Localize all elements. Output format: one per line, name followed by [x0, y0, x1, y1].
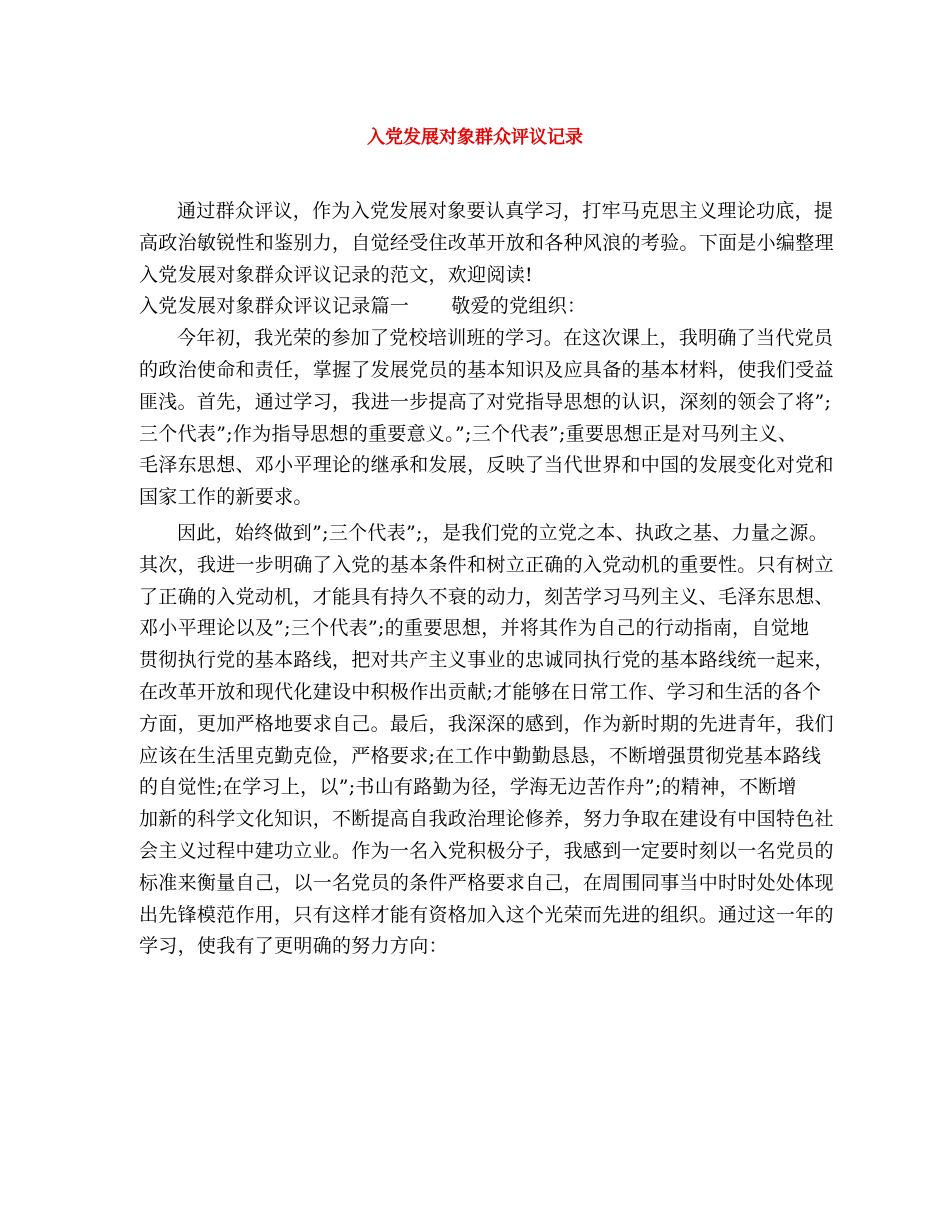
- salutation: 敬爱的党组织：: [451, 295, 587, 318]
- text-line: 方面，更加严格地要求自己。最后，我深深的感到，作为新时期的先进青年，我们: [139, 712, 834, 735]
- section-heading-line: [139, 291, 819, 323]
- text-line: 毛泽东思想、邓小平理论的继承和发展，反映了当代世界和中国的发展变化对党和: [139, 454, 834, 477]
- text-line: 今年初，我光荣的参加了党校培训班的学习。在这次课上，我明确了当代党员: [177, 327, 834, 350]
- text-line: 出先锋模范作用，只有这样才能有资格加入这个光荣而先进的组织。通过这一年的: [139, 903, 834, 926]
- document-body: [139, 196, 834, 963]
- text-line: 邓小平理论以及”;三个代表”;的重要思想，并将其作为自己的行动指南，自觉地: [139, 617, 810, 640]
- document-title: 入党发展对象群众评议记录: [367, 127, 583, 148]
- text-line: 标准来衡量自己，以一名党员的条件严格要求自己，在周围同事当中时时处处体现: [139, 871, 834, 894]
- text-line: 匪浅。首先，通过学习，我进一步提高了对党指导思想的认识，深刻的领会了将”;: [139, 390, 832, 413]
- text-line: 三个代表”;作为指导思想的重要意义。”;三个代表”;重要思想正是对马列主义、: [139, 422, 798, 445]
- text-line: 因此，始终做到”;三个代表”;，是我们党的立党之本、执政之基、力量之源。: [177, 521, 829, 544]
- text-line: 学习，使我有了更明确的努力方向：: [139, 935, 448, 958]
- text-line: 的政治使命和责任，掌握了发展党员的基本知识及应具备的基本材料，使我们受益: [139, 358, 834, 381]
- text-line: 高政治敏锐性和鉴别力，自觉经受住改革开放和各种风浪的考验。下面是小编整理: [139, 231, 834, 254]
- text-line: 了正确的入党动机，才能具有持久不衰的动力，刻苦学习马列主义、毛泽东思想、: [139, 585, 834, 608]
- text-line: 的自觉性;在学习上，以”;书山有路勤为径，学海无边苦作舟”;的精神，不断增: [139, 776, 797, 799]
- text-line: 通过群众评议，作为入党发展对象要认真学习，打牢马克思主义理论功底，提: [177, 200, 834, 222]
- text-line: 会主义过程中建功立业。作为一名入党积极分子，我感到一定要时刻以一名党员的: [139, 839, 834, 862]
- section-heading: 入党发展对象群众评议记录篇一: [139, 295, 410, 318]
- text-line: 入党发展对象群众评议记录的范文，欢迎阅读!: [139, 263, 533, 286]
- text-line: 贯彻执行党的基本路线，把对共产主义事业的忠诚同执行党的基本路线统一起来，: [139, 649, 834, 672]
- intro-paragraph: [139, 196, 834, 291]
- paragraph-2: [139, 518, 834, 963]
- text-line: 在改革开放和现代化建设中积极作出贡献;才能够在日常工作、学习和生活的各个: [139, 680, 822, 703]
- text-line: 国家工作的新要求。: [139, 486, 313, 509]
- text-line: 其次，我进一步明确了入党的基本条件和树立正确的入党动机的重要性。只有树立: [139, 553, 834, 576]
- text-line: 加新的科学文化知识，不断提高自我政治理论修养，努力争取在建设有中国特色社: [139, 808, 834, 831]
- text-line: 应该在生活里克勤克俭，严格要求;在工作中勤勤恳恳，不断增强贯彻党基本路线: [139, 744, 822, 767]
- paragraph-1: [139, 323, 834, 514]
